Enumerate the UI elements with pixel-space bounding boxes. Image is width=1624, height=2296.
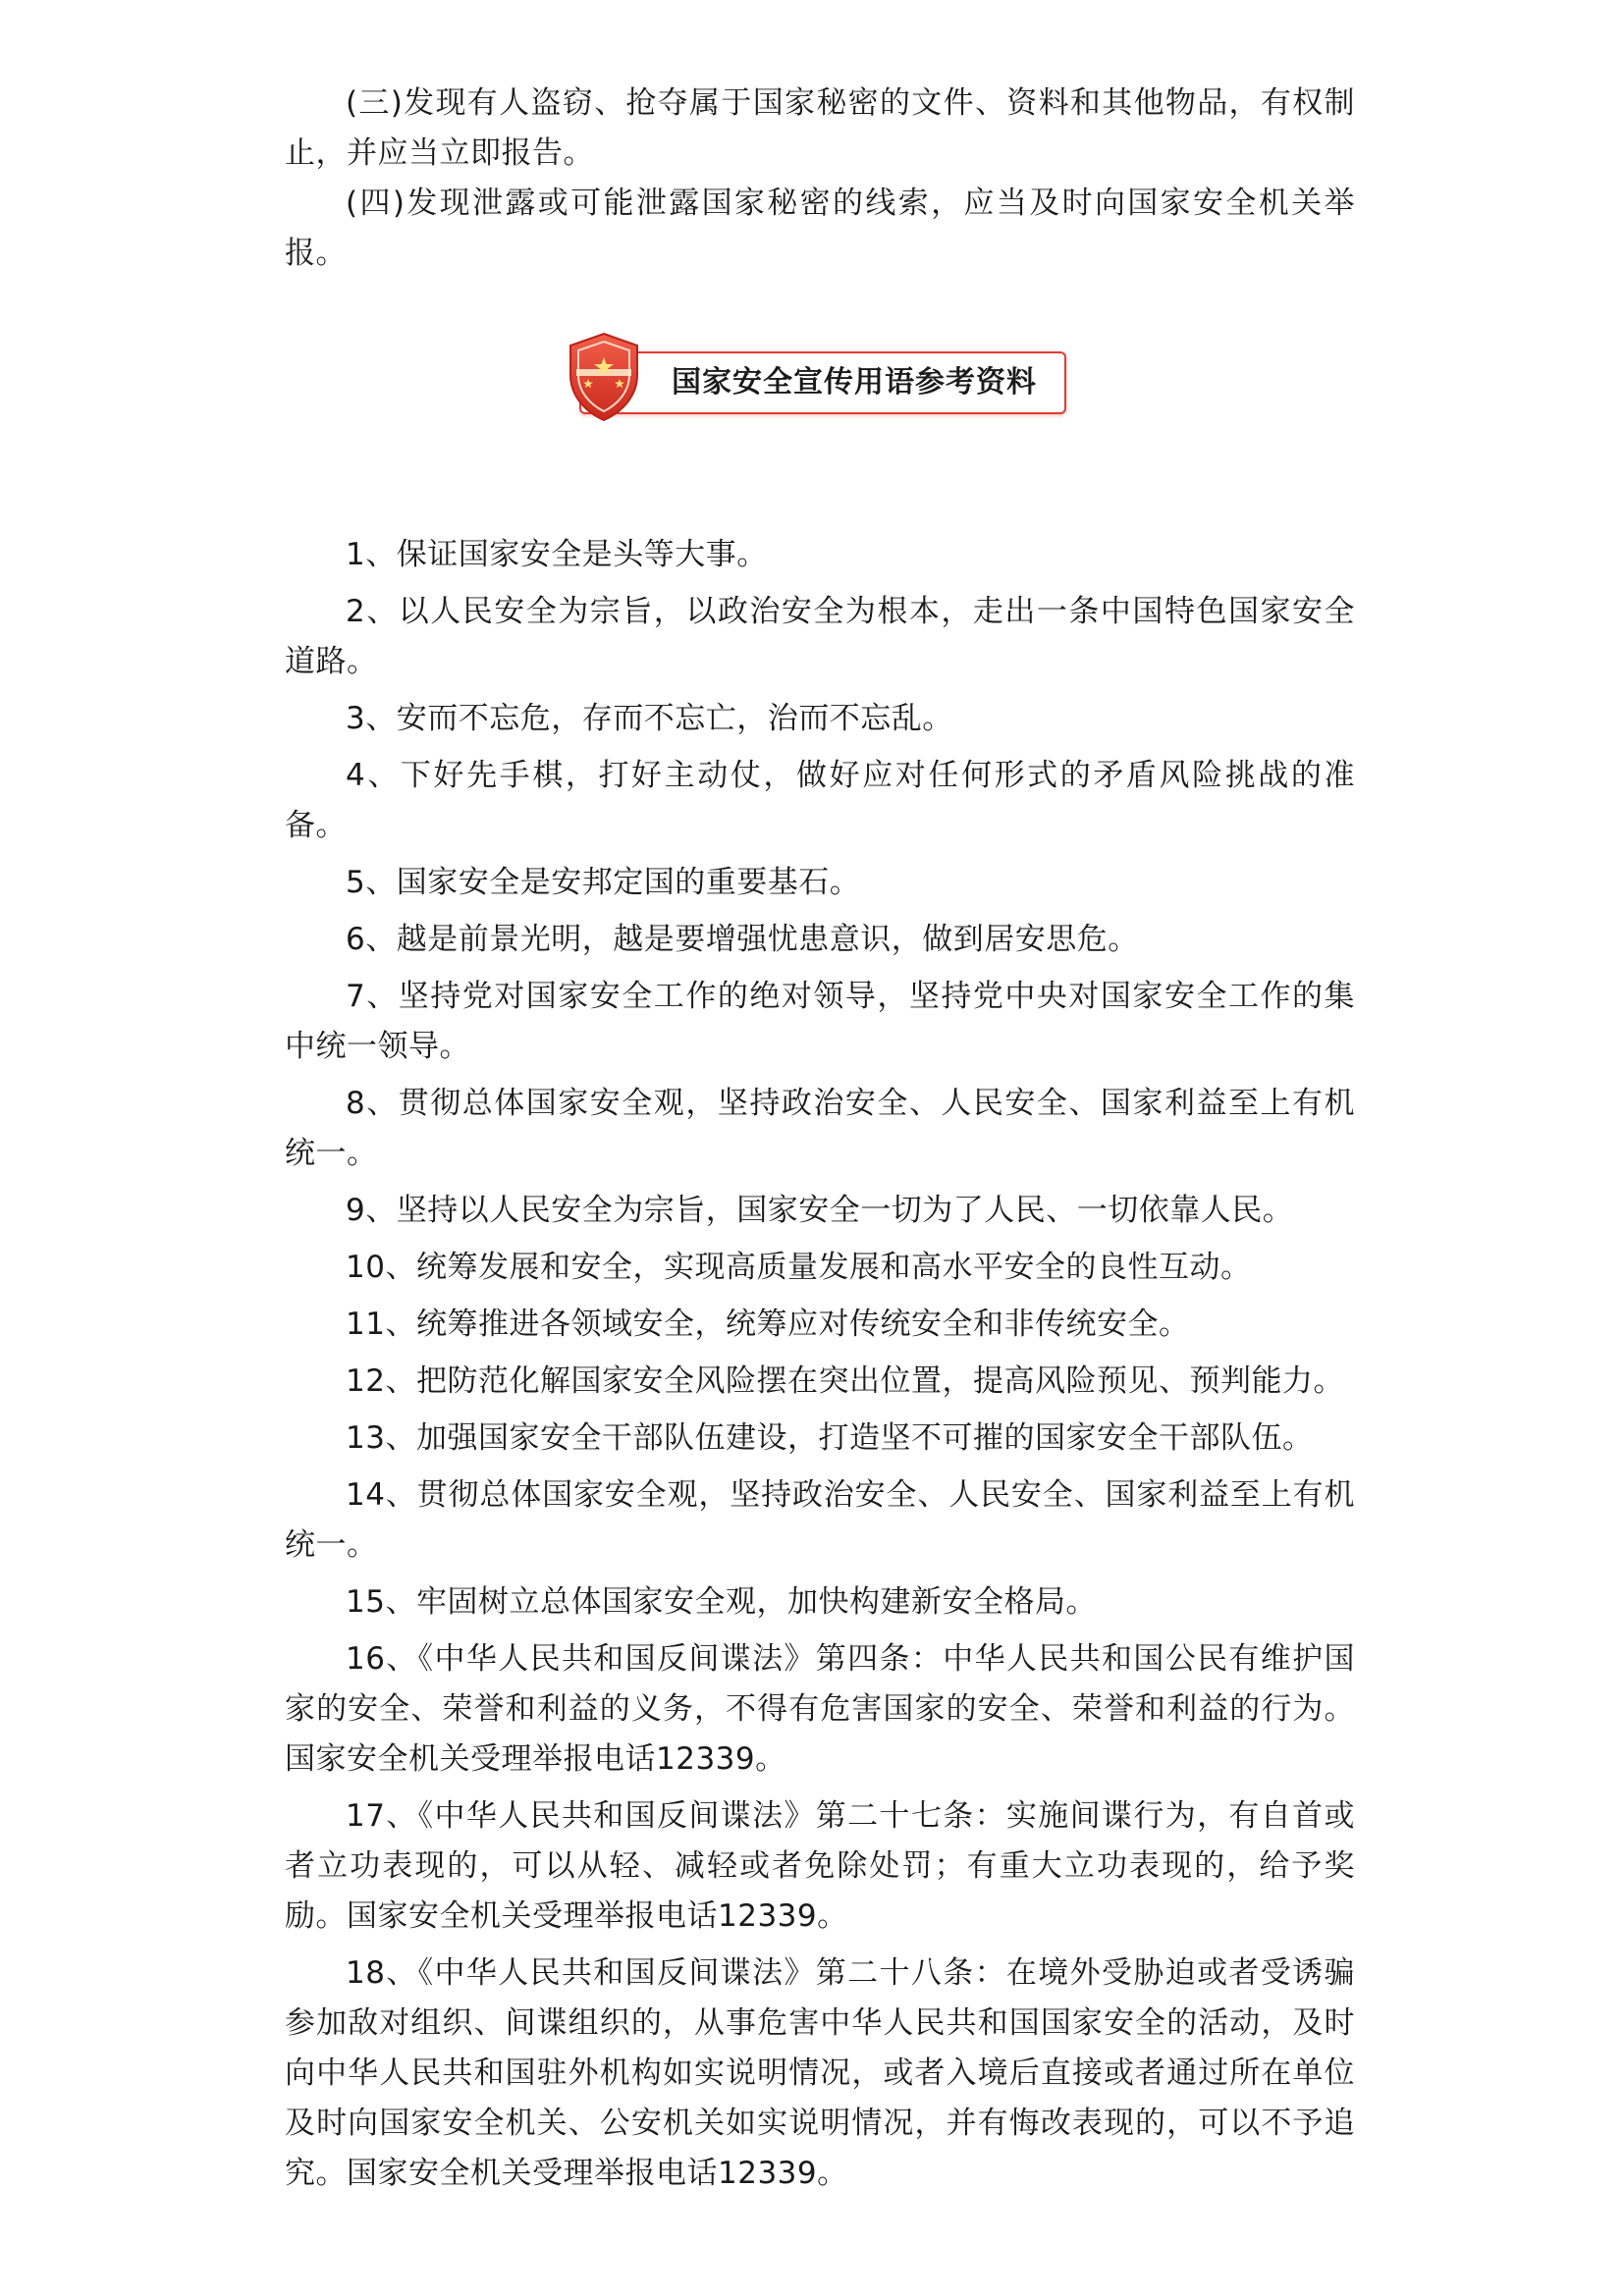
list-item: 9、坚持以人民安全为宗旨，国家安全一切为了人民、一切依靠人民。 (346, 1193, 1294, 1228)
list-item: 13、加强国家安全干部队伍建设，打造坚不可摧的国家安全干部队伍。 (346, 1420, 1314, 1456)
shield-star-icon (565, 330, 643, 424)
document-body (285, 79, 1355, 2206)
intro-paragraph: (四)发现泄露或可能泄露国家秘密的线索，应当及时向国家安全机关举报。 (285, 186, 1355, 271)
list-item: 1、保证国家安全是头等大事。 (346, 537, 768, 572)
list-item: 14、贯彻总体国家安全观，坚持政治安全、人民安全、国家利益至上有机统一。 (285, 1477, 1355, 1563)
list-item: 8、贯彻总体国家安全观，坚持政治安全、人民安全、国家利益至上有机统一。 (285, 1086, 1355, 1171)
slogan-list (285, 530, 1355, 2199)
section-title: 国家安全宣传用语参考资料 (672, 365, 1037, 400)
list-item: 2、以人民安全为宗旨，以政治安全为根本，走出一条中国特色国家安全道路。 (285, 594, 1355, 679)
list-item: 12、把防范化解国家安全风险摆在突出位置，提高风险预见、预判能力。 (346, 1363, 1344, 1399)
list-item: 10、统筹发展和安全，实现高质量发展和高水平安全的良性互动。 (346, 1250, 1252, 1285)
list-item: 3、安而不忘危，存而不忘亡，治而不忘乱。 (346, 701, 953, 736)
intro-paragraph: (三)发现有人盗窃、抢夺属于国家秘密的文件、资料和其他物品，有权制止，并应当立即报告。 (285, 85, 1355, 171)
list-item: 18、《中华人民共和国反间谍法》第二十八条：在境外受胁迫或者受诱骗参加敌对组织、间谍组织的，从事危害中华人民共和国国家安全的活动，及时向中华人民共和国驻外机构如实说明情况，或者入境后直接或者通过所在单位及时向国家安全机关、公安机关如实说明情况，并有悔改表现的，可以不予追究。国家安全机关受理举报电话12339。 (285, 1955, 1355, 2191)
section-banner (285, 322, 1355, 440)
list-item: 11、统筹推进各领域安全，统筹应对传统安全和非传统安全。 (346, 1307, 1190, 1342)
section-title-box (579, 351, 1066, 414)
list-item: 4、下好先手棋，打好主动仗，做好应对任何形式的矛盾风险挑战的准备。 (285, 758, 1355, 843)
list-item: 6、越是前景光明，越是要增强忧患意识，做到居安思危。 (346, 922, 1139, 957)
list-item: 7、坚持党对国家安全工作的绝对领导，坚持党中央对国家安全工作的集中统一领导。 (285, 979, 1355, 1064)
list-item: 16、《中华人民共和国反间谍法》第四条：中华人民共和国公民有维护国家的安全、荣誉和利益的义务，不得有危害国家的安全、荣誉和利益的行为。国家安全机关受理举报电话12339。 (285, 1641, 1355, 1777)
list-item: 5、国家安全是安邦定国的重要基石。 (346, 865, 861, 900)
intro-section (285, 79, 1355, 279)
list-item: 17、《中华人民共和国反间谍法》第二十七条：实施间谍行为，有自首或者立功表现的，可以从轻、减轻或者免除处罚；有重大立功表现的，给予奖励。国家安全机关受理举报电话12339。 (285, 1798, 1355, 1934)
list-item: 15、牢固树立总体国家安全观，加快构建新安全格局。 (346, 1584, 1097, 1620)
